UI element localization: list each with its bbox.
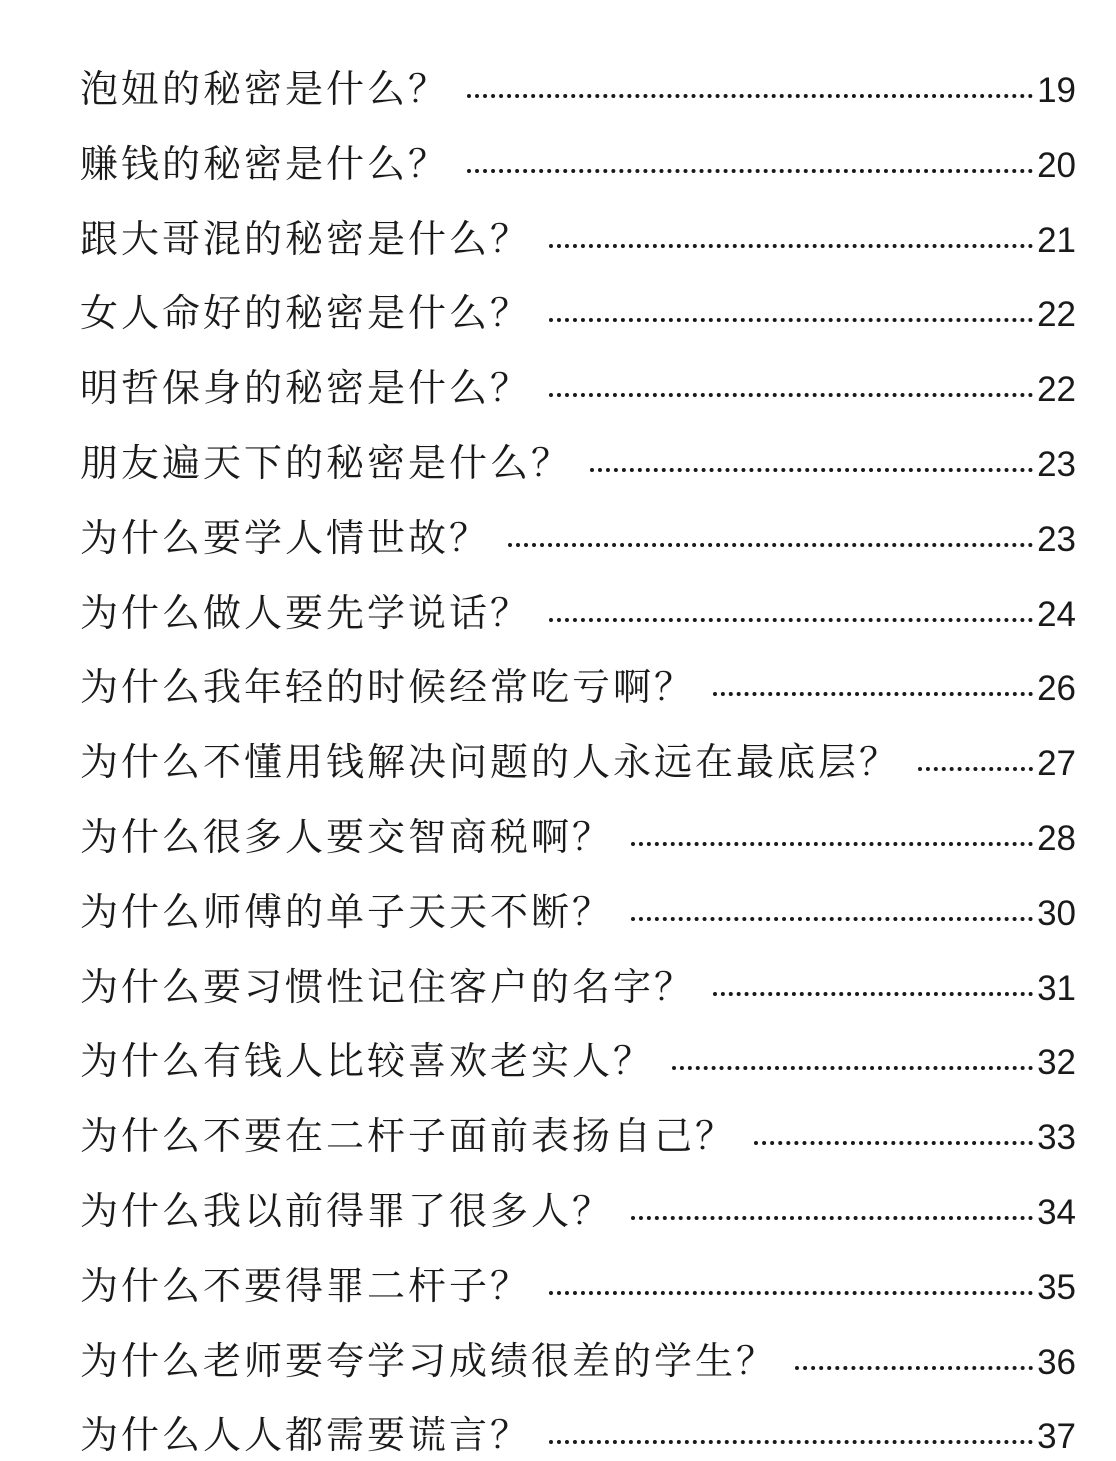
toc-entry-title: 女人命好的秘密是什么？ xyxy=(80,291,532,336)
toc-entry-page: 23 xyxy=(1037,444,1076,484)
toc-entry[interactable] xyxy=(80,414,1076,489)
toc-entry-title: 朋友遍天下的秘密是什么？ xyxy=(80,440,573,485)
toc-entry-page: 32 xyxy=(1037,1043,1076,1083)
toc-entry-title: 为什么有钱人比较喜欢老实人？ xyxy=(80,1039,655,1084)
toc-entry-page: 26 xyxy=(1037,669,1076,709)
dot-leader xyxy=(631,917,1033,921)
dot-leader xyxy=(549,393,1033,397)
toc-entry[interactable] xyxy=(80,115,1076,190)
toc-entry-title: 为什么要学人情世故？ xyxy=(80,515,491,560)
toc-entry-title: 为什么不懂用钱解决问题的人永远在最底层？ xyxy=(80,740,901,785)
toc-entry-title: 为什么做人要先学说话？ xyxy=(80,590,532,635)
toc-entry-page: 36 xyxy=(1037,1342,1076,1382)
toc-entry-title: 跟大哥混的秘密是什么？ xyxy=(80,216,532,261)
toc-entry-page: 24 xyxy=(1037,594,1076,634)
toc-entry-page: 21 xyxy=(1037,220,1076,260)
dot-leader xyxy=(549,1440,1033,1444)
toc-entry-title: 明哲保身的秘密是什么？ xyxy=(80,366,532,411)
toc-entry-title: 为什么人人都需要谎言？ xyxy=(80,1413,532,1458)
toc-entry-title: 为什么我以前得罪了很多人？ xyxy=(80,1188,614,1233)
toc-entry[interactable] xyxy=(80,1386,1076,1461)
toc-entry-title: 为什么很多人要交智商税啊？ xyxy=(80,814,614,859)
toc-entry[interactable] xyxy=(80,264,1076,339)
toc-entry[interactable] xyxy=(80,1162,1076,1237)
toc-entry-title: 赚钱的秘密是什么？ xyxy=(80,141,450,186)
dot-leader xyxy=(631,842,1033,846)
dot-leader xyxy=(467,94,1033,98)
toc-entry[interactable] xyxy=(80,638,1076,713)
toc-entry-page: 28 xyxy=(1037,818,1076,858)
toc-entry[interactable] xyxy=(80,713,1076,788)
toc-entry[interactable] xyxy=(80,564,1076,639)
toc-entry[interactable] xyxy=(80,863,1076,938)
toc-entry-page: 22 xyxy=(1037,295,1076,335)
toc-entry[interactable] xyxy=(80,40,1076,115)
toc-entry-page: 34 xyxy=(1037,1192,1076,1232)
toc-entry-page: 23 xyxy=(1037,519,1076,559)
dot-leader xyxy=(713,692,1033,696)
toc-entry-page: 30 xyxy=(1037,893,1076,933)
toc-entry[interactable] xyxy=(80,339,1076,414)
toc-entry-page: 35 xyxy=(1037,1267,1076,1307)
toc-entry[interactable] xyxy=(80,788,1076,863)
toc-entry-title: 为什么不要在二杆子面前表扬自己？ xyxy=(80,1114,737,1159)
dot-leader xyxy=(549,1291,1033,1295)
table-of-contents xyxy=(80,40,1076,1461)
toc-entry[interactable] xyxy=(80,190,1076,265)
dot-leader xyxy=(508,543,1033,547)
toc-entry-page: 31 xyxy=(1037,968,1076,1008)
toc-entry-page: 19 xyxy=(1037,71,1076,110)
dot-leader xyxy=(754,1141,1033,1145)
toc-entry-page: 37 xyxy=(1037,1417,1076,1457)
dot-leader xyxy=(713,992,1033,996)
toc-entry-title: 为什么师傅的单子天天不断？ xyxy=(80,889,614,934)
toc-entry-page: 20 xyxy=(1037,145,1076,185)
dot-leader xyxy=(795,1366,1033,1370)
toc-entry-page: 22 xyxy=(1037,370,1076,410)
toc-entry-page: 33 xyxy=(1037,1118,1076,1158)
toc-entry-title: 为什么我年轻的时候经常吃亏啊？ xyxy=(80,665,696,710)
toc-entry-page: 27 xyxy=(1037,744,1076,784)
dot-leader xyxy=(549,244,1033,248)
toc-entry[interactable] xyxy=(80,1312,1076,1387)
dot-leader xyxy=(467,169,1033,173)
dot-leader xyxy=(631,1216,1033,1220)
toc-entry[interactable] xyxy=(80,1012,1076,1087)
dot-leader xyxy=(549,318,1033,322)
dot-leader xyxy=(590,468,1033,472)
toc-entry[interactable] xyxy=(80,938,1076,1013)
dot-leader xyxy=(918,767,1033,771)
toc-entry-title: 为什么不要得罪二杆子？ xyxy=(80,1263,532,1308)
toc-entry-title: 泡妞的秘密是什么？ xyxy=(80,67,450,111)
toc-entry-title: 为什么要习惯性记住客户的名字？ xyxy=(80,964,696,1009)
dot-leader xyxy=(549,618,1033,622)
toc-entry[interactable] xyxy=(80,1237,1076,1312)
toc-entry-title: 为什么老师要夸学习成绩很差的学生？ xyxy=(80,1338,778,1383)
toc-entry[interactable] xyxy=(80,1087,1076,1162)
dot-leader xyxy=(672,1066,1033,1070)
toc-entry[interactable] xyxy=(80,489,1076,564)
